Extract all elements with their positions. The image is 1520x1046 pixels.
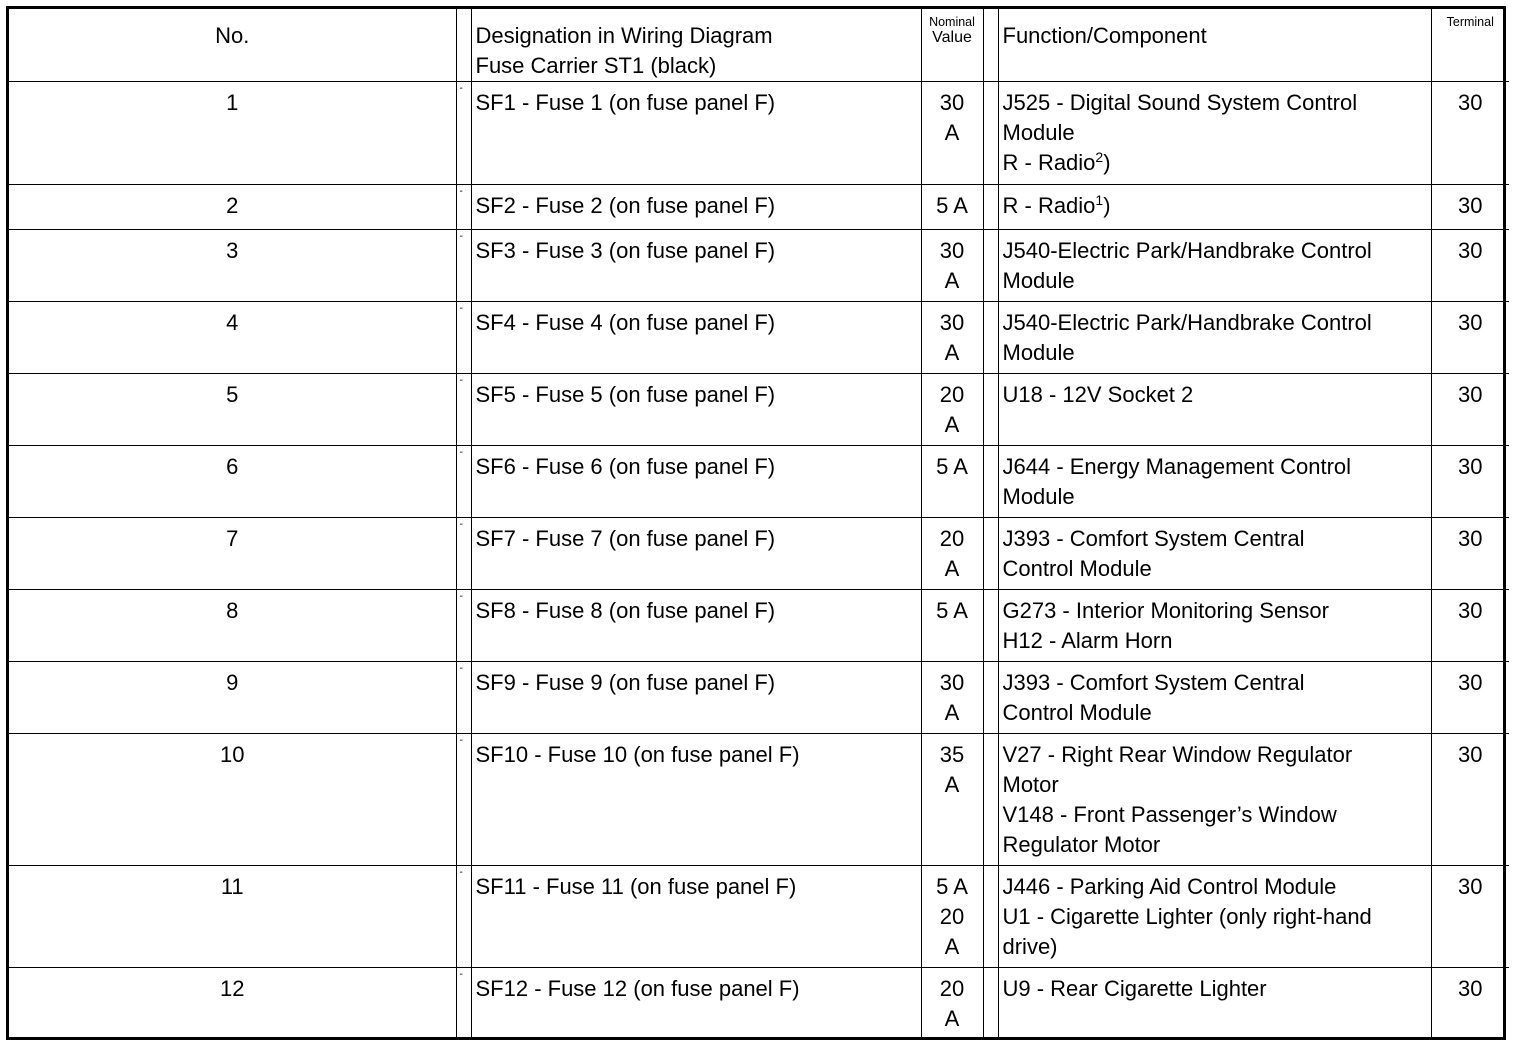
- tick-mark: -: [459, 303, 463, 314]
- function-line: [1003, 872, 1427, 902]
- nominal-value: [921, 968, 983, 1038]
- row-tick-cell: [456, 185, 471, 230]
- fuse-designation: SF12 - Fuse 12 (on fuse panel F): [471, 968, 921, 1038]
- fuse-number: 3: [9, 230, 456, 302]
- fuse-number: 12: [9, 968, 456, 1038]
- nominal-value-line: 5 A: [936, 874, 968, 899]
- table-row: [9, 518, 1509, 590]
- terminal-value: 30: [1431, 968, 1509, 1038]
- fuse-designation: SF2 - Fuse 2 (on fuse panel F): [471, 185, 921, 230]
- function-line: [1003, 338, 1427, 368]
- row-tick-cell: [456, 734, 471, 866]
- terminal-value: 30: [1431, 446, 1509, 518]
- function-text: Module: [1002, 340, 1075, 365]
- nominal-value-line: 30: [939, 670, 965, 695]
- function-line: [1003, 800, 1427, 830]
- fuse-designation: SF8 - Fuse 8 (on fuse panel F): [471, 590, 921, 662]
- function-component: [998, 866, 1431, 968]
- function-line: [1003, 554, 1427, 584]
- row-gap-cell: [983, 662, 998, 734]
- nominal-value: [921, 446, 983, 518]
- nominal-value: [921, 82, 983, 185]
- function-text: V27 - Right Rear Window Regulator: [1002, 742, 1353, 767]
- row-gap-cell: [983, 374, 998, 446]
- row-tick-cell: [456, 230, 471, 302]
- nominal-value-line: A: [944, 934, 960, 959]
- fuse-designation: SF3 - Fuse 3 (on fuse panel F): [471, 230, 921, 302]
- function-line: [1003, 974, 1427, 1004]
- header-designation-line2: Fuse Carrier ST1 (black): [475, 53, 717, 78]
- terminal-value: 30: [1431, 734, 1509, 866]
- function-text: J540-Electric Park/Handbrake Control: [1002, 310, 1372, 335]
- function-line: [1003, 380, 1427, 410]
- function-component: [998, 734, 1431, 866]
- nominal-value-line: 20: [939, 976, 965, 1001]
- nominal-value-line: A: [944, 268, 960, 293]
- table-row: [9, 230, 1509, 302]
- terminal-value: 30: [1431, 185, 1509, 230]
- fuse-designation: SF9 - Fuse 9 (on fuse panel F): [471, 662, 921, 734]
- table-row: [9, 590, 1509, 662]
- tick-mark: -: [459, 231, 463, 242]
- table-row: [9, 446, 1509, 518]
- nominal-value-line: A: [944, 772, 960, 797]
- function-text: J525 - Digital Sound System Control: [1002, 90, 1358, 115]
- row-gap-cell: [983, 446, 998, 518]
- nominal-value-line: A: [944, 412, 960, 437]
- table-row: [9, 866, 1509, 968]
- nominal-value-line: 20: [939, 382, 965, 407]
- function-component: [998, 302, 1431, 374]
- nominal-value-line: 35: [939, 742, 965, 767]
- tick-mark: -: [459, 186, 463, 197]
- function-text: Control Module: [1002, 556, 1152, 581]
- nominal-value-line: 5 A: [936, 454, 968, 479]
- terminal-value: 30: [1431, 374, 1509, 446]
- footnote-marker: 1: [1095, 192, 1104, 208]
- function-line: [1003, 698, 1427, 728]
- fuse-designation: SF11 - Fuse 11 (on fuse panel F): [471, 866, 921, 968]
- function-component: [998, 968, 1431, 1038]
- nominal-value-line: 30: [939, 310, 965, 335]
- fuse-number: 8: [9, 590, 456, 662]
- fuse-number: 1: [9, 82, 456, 185]
- function-line: [1003, 668, 1427, 698]
- row-tick-cell: [456, 662, 471, 734]
- nominal-value-line: 5 A: [936, 193, 968, 218]
- fuse-table: [9, 9, 1509, 1038]
- fuse-number: 7: [9, 518, 456, 590]
- function-text: Module: [1002, 268, 1075, 293]
- fuse-designation: SF1 - Fuse 1 (on fuse panel F): [471, 82, 921, 185]
- terminal-value: 30: [1431, 590, 1509, 662]
- nominal-value-line: A: [944, 1006, 960, 1031]
- function-text: J393 - Comfort System Central: [1002, 526, 1305, 551]
- row-tick-cell: [456, 968, 471, 1038]
- function-line: [1003, 482, 1427, 512]
- fuse-number: 11: [9, 866, 456, 968]
- function-component: [998, 230, 1431, 302]
- function-line: [1003, 266, 1427, 296]
- function-line: [1003, 118, 1427, 148]
- function-line: [1003, 830, 1427, 860]
- function-line: [1003, 740, 1427, 770]
- fuse-number: 4: [9, 302, 456, 374]
- fuse-designation: SF4 - Fuse 4 (on fuse panel F): [471, 302, 921, 374]
- nominal-value-line: A: [944, 120, 960, 145]
- terminal-value: 30: [1431, 662, 1509, 734]
- header-function: Function/Component: [998, 9, 1431, 82]
- function-line: [1003, 902, 1427, 932]
- header-row: [9, 9, 1509, 82]
- row-gap-cell: [983, 518, 998, 590]
- row-tick-cell: [456, 82, 471, 185]
- table-row: [9, 374, 1509, 446]
- header-gap: [456, 9, 471, 82]
- nominal-value-line: 20: [939, 526, 965, 551]
- function-component: [998, 82, 1431, 185]
- function-text: J393 - Comfort System Central: [1002, 670, 1305, 695]
- row-tick-cell: [456, 374, 471, 446]
- function-text: drive): [1002, 934, 1058, 959]
- fuse-number: 6: [9, 446, 456, 518]
- header-designation: [471, 9, 921, 82]
- function-text: J446 - Parking Aid Control Module: [1002, 874, 1337, 899]
- function-text: Control Module: [1002, 700, 1152, 725]
- function-line: [1003, 191, 1427, 221]
- tick-mark: -: [459, 375, 463, 386]
- row-gap-cell: [983, 734, 998, 866]
- tick-mark: -: [459, 969, 463, 980]
- nominal-value: [921, 518, 983, 590]
- nominal-value: [921, 590, 983, 662]
- function-line: [1003, 524, 1427, 554]
- nominal-value: [921, 866, 983, 968]
- row-tick-cell: [456, 446, 471, 518]
- function-text: Regulator Motor: [1002, 832, 1161, 857]
- row-tick-cell: [456, 302, 471, 374]
- fuse-table-page: [6, 6, 1506, 1040]
- function-line: [1003, 932, 1427, 962]
- nominal-value: [921, 302, 983, 374]
- function-component: [998, 662, 1431, 734]
- function-line: [1003, 452, 1427, 482]
- footnote-paren: ): [1103, 150, 1111, 175]
- function-component: [998, 185, 1431, 230]
- table-row: [9, 968, 1509, 1038]
- row-tick-cell: [456, 518, 471, 590]
- function-line: [1003, 626, 1427, 656]
- function-text: R - Radio: [1002, 193, 1096, 218]
- nominal-value-line: A: [944, 700, 960, 725]
- function-text: J644 - Energy Management Control: [1002, 454, 1352, 479]
- function-text: H12 - Alarm Horn: [1002, 628, 1173, 653]
- row-tick-cell: [456, 866, 471, 968]
- function-text: Module: [1002, 120, 1075, 145]
- nominal-value-line: A: [944, 340, 960, 365]
- footnote-marker: 2: [1095, 149, 1104, 165]
- function-text: J540-Electric Park/Handbrake Control: [1002, 238, 1372, 263]
- nominal-value: [921, 185, 983, 230]
- function-text: Motor: [1002, 772, 1059, 797]
- nominal-value: [921, 662, 983, 734]
- row-gap-cell: [983, 968, 998, 1038]
- fuse-number: 10: [9, 734, 456, 866]
- nominal-value: [921, 230, 983, 302]
- nominal-value-line: A: [944, 556, 960, 581]
- function-component: [998, 446, 1431, 518]
- row-gap-cell: [983, 302, 998, 374]
- header-nominal-word: Nominal: [929, 15, 975, 29]
- function-component: [998, 518, 1431, 590]
- function-text: R - Radio: [1002, 150, 1096, 175]
- header-gap-2: [983, 9, 998, 82]
- function-text: Module: [1002, 484, 1075, 509]
- table-row: [9, 82, 1509, 185]
- function-text: U18 - 12V Socket 2: [1002, 382, 1194, 407]
- header-designation-line1: Designation in Wiring Diagram: [475, 23, 773, 48]
- table-row: [9, 734, 1509, 866]
- fuse-designation: SF10 - Fuse 10 (on fuse panel F): [471, 734, 921, 866]
- fuse-number: 9: [9, 662, 456, 734]
- terminal-value: 30: [1431, 302, 1509, 374]
- nominal-value: [921, 374, 983, 446]
- fuse-number: 2: [9, 185, 456, 230]
- fuse-number: 5: [9, 374, 456, 446]
- tick-mark: -: [459, 663, 463, 674]
- tick-mark: -: [459, 447, 463, 458]
- nominal-value-line: 5 A: [936, 598, 968, 623]
- function-text: V148 - Front Passenger’s Window: [1002, 802, 1337, 827]
- function-component: [998, 590, 1431, 662]
- fuse-designation: SF6 - Fuse 6 (on fuse panel F): [471, 446, 921, 518]
- header-no: No.: [9, 9, 456, 82]
- function-line: [1003, 148, 1427, 178]
- terminal-value: 30: [1431, 518, 1509, 590]
- table-row: [9, 185, 1509, 230]
- row-tick-cell: [456, 590, 471, 662]
- function-component: [998, 374, 1431, 446]
- terminal-value: 30: [1431, 82, 1509, 185]
- tick-mark: -: [459, 735, 463, 746]
- tick-mark: -: [459, 83, 463, 94]
- row-gap-cell: [983, 185, 998, 230]
- header-terminal-word: Terminal: [1446, 15, 1494, 29]
- fuse-designation: SF5 - Fuse 5 (on fuse panel F): [471, 374, 921, 446]
- nominal-value-line: 30: [939, 90, 965, 115]
- function-text: G273 - Interior Monitoring Sensor: [1002, 598, 1329, 623]
- function-line: [1003, 236, 1427, 266]
- table-row: [9, 662, 1509, 734]
- header-value-word: Value: [932, 29, 972, 46]
- footnote-paren: ): [1103, 193, 1111, 218]
- function-line: [1003, 596, 1427, 626]
- function-line: [1003, 308, 1427, 338]
- nominal-value: [921, 734, 983, 866]
- row-gap-cell: [983, 82, 998, 185]
- row-gap-cell: [983, 590, 998, 662]
- tick-mark: -: [459, 591, 463, 602]
- row-gap-cell: [983, 866, 998, 968]
- nominal-value-line: 30: [939, 238, 965, 263]
- function-line: [1003, 88, 1427, 118]
- header-terminal: [1431, 9, 1509, 82]
- tick-mark: -: [459, 867, 463, 878]
- function-text: U1 - Cigarette Lighter (only right-hand: [1002, 904, 1372, 929]
- tick-mark: -: [459, 519, 463, 530]
- fuse-designation: SF7 - Fuse 7 (on fuse panel F): [471, 518, 921, 590]
- table-row: [9, 302, 1509, 374]
- row-gap-cell: [983, 230, 998, 302]
- terminal-value: 30: [1431, 866, 1509, 968]
- nominal-value-line: 20: [939, 904, 965, 929]
- terminal-value: 30: [1431, 230, 1509, 302]
- function-line: [1003, 770, 1427, 800]
- function-text: U9 - Rear Cigarette Lighter: [1002, 976, 1267, 1001]
- header-nominal-value: [921, 9, 983, 82]
